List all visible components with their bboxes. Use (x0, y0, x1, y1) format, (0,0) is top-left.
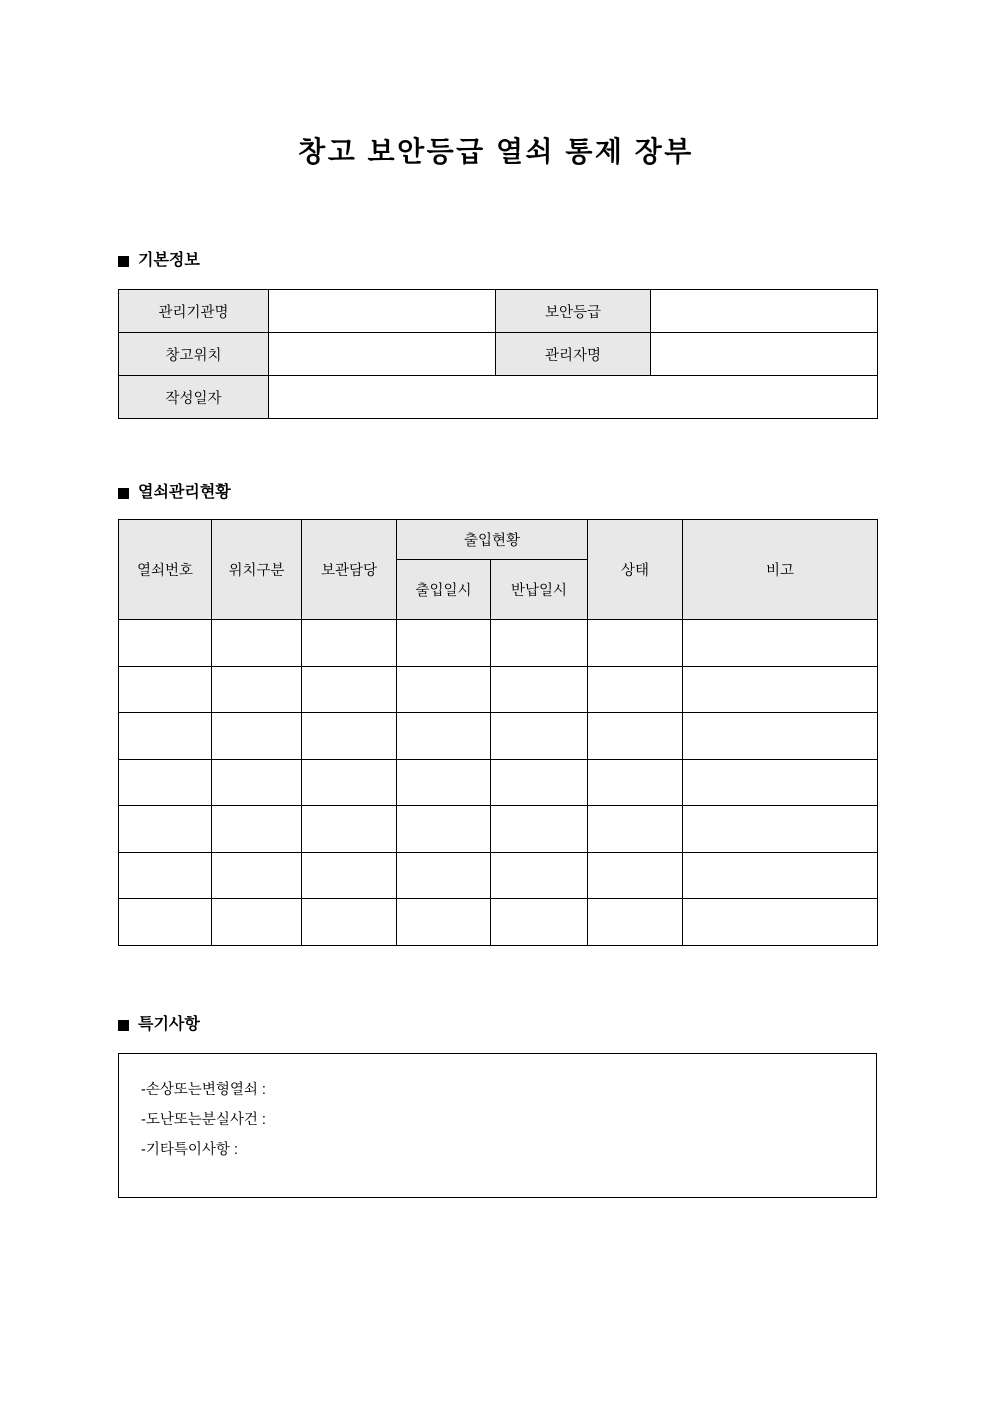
note-line-other-remarks: -기타특이사항 : (141, 1142, 238, 1158)
cell-return-datetime[interactable] (491, 666, 588, 713)
cell-key-number[interactable] (119, 759, 212, 806)
cell-location-type[interactable] (212, 852, 302, 899)
key-management-table (118, 519, 878, 946)
cell-access-datetime[interactable] (397, 806, 491, 853)
cell-remarks[interactable] (683, 713, 878, 760)
cell-state[interactable] (588, 620, 683, 667)
cell-location-type[interactable] (212, 899, 302, 946)
table-row (119, 899, 878, 946)
cell-location-type[interactable] (212, 759, 302, 806)
column-header-access-datetime: 출입일시 (397, 560, 491, 620)
cell-location-type[interactable] (212, 806, 302, 853)
column-header-remarks: 비고 (683, 520, 878, 620)
section-heading-label: 특기사항 (138, 1016, 200, 1033)
column-header-location-type: 위치구분 (212, 520, 302, 620)
cell-return-datetime[interactable] (491, 713, 588, 760)
column-header-key-number: 열쇠번호 (119, 520, 212, 620)
cell-remarks[interactable] (683, 899, 878, 946)
cell-return-datetime[interactable] (491, 806, 588, 853)
cell-location-type[interactable] (212, 666, 302, 713)
cell-key-number[interactable] (119, 666, 212, 713)
bullet-square-icon (118, 488, 129, 499)
label-manager-name: 관리자명 (496, 333, 651, 376)
table-header-row-top (119, 520, 878, 560)
cell-state[interactable] (588, 759, 683, 806)
column-header-state: 상태 (588, 520, 683, 620)
key-management-table-body (119, 620, 878, 946)
page-title: 창고 보안등급 열쇠 통제 장부 (298, 136, 694, 167)
section-heading-basic-info (118, 250, 200, 272)
cell-remarks[interactable] (683, 666, 878, 713)
cell-custodian[interactable] (302, 852, 397, 899)
cell-access-datetime[interactable] (397, 759, 491, 806)
field-warehouse-location[interactable] (269, 333, 496, 376)
section-heading-label: 열쇠관리현황 (138, 484, 231, 501)
bullet-square-icon (118, 256, 129, 267)
cell-remarks[interactable] (683, 852, 878, 899)
table-row (119, 666, 878, 713)
table-row (119, 376, 878, 419)
table-row (119, 713, 878, 760)
section-heading-special-notes (118, 1014, 200, 1036)
table-row (119, 290, 878, 333)
label-warehouse-location: 창고위치 (119, 333, 269, 376)
cell-return-datetime[interactable] (491, 759, 588, 806)
cell-custodian[interactable] (302, 899, 397, 946)
section-heading-label: 기본정보 (138, 252, 200, 269)
note-line-damaged-key: -손상또는변형열쇠 : (141, 1082, 266, 1098)
cell-access-datetime[interactable] (397, 666, 491, 713)
cell-access-datetime[interactable] (397, 852, 491, 899)
basic-info-table (118, 289, 878, 419)
bullet-square-icon (118, 1020, 129, 1031)
cell-custodian[interactable] (302, 713, 397, 760)
section-heading-key-management (118, 482, 231, 504)
cell-location-type[interactable] (212, 713, 302, 760)
field-managing-organization[interactable] (269, 290, 496, 333)
special-notes-box[interactable] (118, 1053, 877, 1198)
cell-custodian[interactable] (302, 620, 397, 667)
cell-state[interactable] (588, 666, 683, 713)
table-row (119, 620, 878, 667)
cell-key-number[interactable] (119, 852, 212, 899)
field-security-grade[interactable] (651, 290, 878, 333)
field-manager-name[interactable] (651, 333, 878, 376)
label-managing-organization: 관리기관명 (119, 290, 269, 333)
label-security-grade: 보안등급 (496, 290, 651, 333)
note-line-theft-or-loss: -도난또는분실사건 : (141, 1112, 266, 1128)
cell-access-datetime[interactable] (397, 899, 491, 946)
cell-state[interactable] (588, 899, 683, 946)
cell-state[interactable] (588, 806, 683, 853)
table-row (119, 333, 878, 376)
column-header-return-datetime: 반납일시 (491, 560, 588, 620)
cell-remarks[interactable] (683, 759, 878, 806)
table-row (119, 759, 878, 806)
cell-key-number[interactable] (119, 806, 212, 853)
cell-remarks[interactable] (683, 620, 878, 667)
cell-access-datetime[interactable] (397, 713, 491, 760)
table-row (119, 852, 878, 899)
cell-custodian[interactable] (302, 759, 397, 806)
cell-key-number[interactable] (119, 620, 212, 667)
column-header-custodian: 보관담당 (302, 520, 397, 620)
cell-return-datetime[interactable] (491, 899, 588, 946)
cell-return-datetime[interactable] (491, 852, 588, 899)
cell-state[interactable] (588, 713, 683, 760)
label-written-date: 작성일자 (119, 376, 269, 419)
cell-return-datetime[interactable] (491, 620, 588, 667)
column-header-access-status: 출입현황 (397, 520, 588, 560)
cell-access-datetime[interactable] (397, 620, 491, 667)
cell-location-type[interactable] (212, 620, 302, 667)
cell-remarks[interactable] (683, 806, 878, 853)
cell-custodian[interactable] (302, 666, 397, 713)
cell-state[interactable] (588, 852, 683, 899)
cell-key-number[interactable] (119, 899, 212, 946)
cell-key-number[interactable] (119, 713, 212, 760)
cell-custodian[interactable] (302, 806, 397, 853)
field-written-date[interactable] (269, 376, 878, 419)
table-row (119, 806, 878, 853)
